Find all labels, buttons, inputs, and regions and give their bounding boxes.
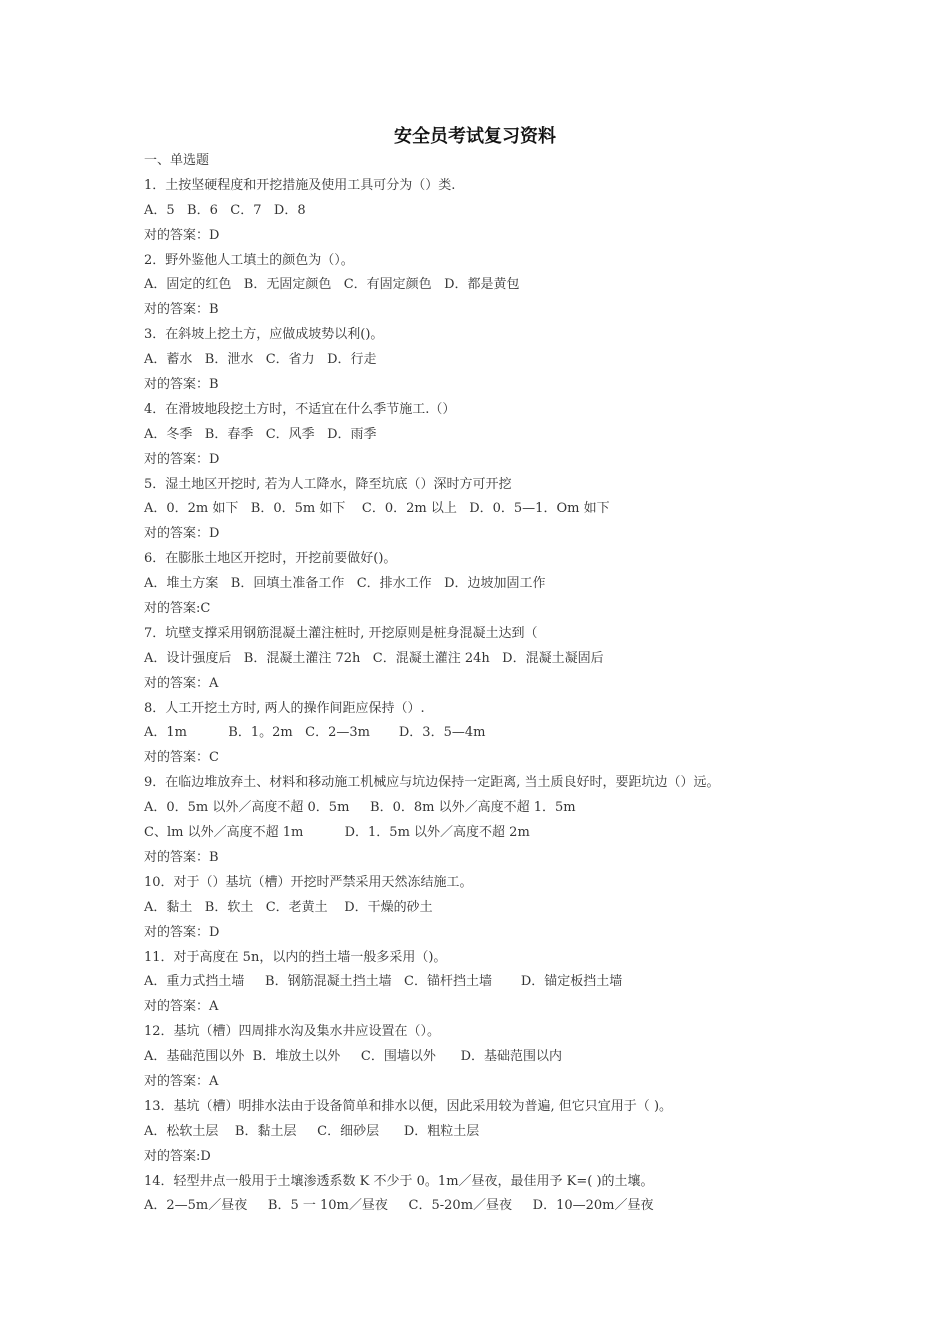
answer-line: 对的答案:C: [144, 601, 211, 617]
options-line: A．冬季 B．春季 C．风季 D．雨季: [144, 426, 377, 442]
options-line: A．堆土方案 B．回填土准备工作 C．排水工作 D．边坡加固工作: [144, 576, 546, 592]
question-line: 1．土按坚硬程度和开挖措施及使用工具可分为（）类.: [144, 177, 456, 193]
question-line: 4．在滑坡地段挖土方时，不适宜在什么季节施工.（）: [144, 401, 456, 417]
question-line: 8．人工开挖土方时, 两人的操作间距应保持（）.: [144, 700, 425, 716]
answer-line: 对的答案:D: [144, 1148, 211, 1164]
document-title: 安全员考试复习资料: [394, 126, 556, 147]
answer-line: 对的答案：D: [144, 451, 220, 467]
answer-line: 对的答案：B: [144, 377, 219, 393]
question-line: 2．野外鉴他人工填土的颜色为（）。: [144, 252, 354, 268]
options-line: A．2—5m／昼夜 B．5 一 10m／昼夜 C．5-20m／昼夜 D．10—20m／昼夜: [144, 1198, 654, 1214]
options-line: A．1m B．1。2m C．2—3m D．3．5—4m: [144, 725, 486, 741]
answer-line: 对的答案：A: [144, 675, 219, 691]
options-line: A．0．2m 如下 B．0．5m 如下 C．0．2m 以上 D．0．5—1．Om 如下: [144, 501, 610, 517]
question-line: 13．基坑（槽）明排水法由于设备简单和排水以便，因此采用较为普遍, 但它只宜用于（ )。: [144, 1098, 673, 1114]
answer-line: 对的答案：C: [144, 750, 219, 766]
question-line: 11．对于高度在 5n，以内的挡土墙一般多采用（)。: [144, 949, 447, 965]
section-heading: 一、单选题: [144, 153, 210, 168]
answer-line: 对的答案：B: [144, 302, 219, 318]
answer-line: 对的答案：D: [144, 227, 220, 243]
question-line: 9．在临边堆放弃土、材料和移动施工机械应与坑边保持一定距离, 当土质良好时，要距坑边（）远。: [144, 775, 720, 791]
options-line: C、lm 以外／高度不超 1m D．1．5m 以外／高度不超 2m: [144, 825, 530, 841]
question-line: 7．坑壁支撑采用钢筋混凝土灌注桩时, 开挖原则是桩身混凝土达到（: [144, 625, 538, 641]
document-body: [144, 149, 824, 1219]
options-line: A．5 B．6 C．7 D．8: [144, 202, 306, 218]
options-line: A．0．5m 以外／高度不超 0．5m B．0．8m 以外／高度不超 1．5m: [144, 800, 576, 816]
answer-line: 对的答案：A: [144, 1073, 219, 1089]
options-line: A．基础范围以外 B．堆放土以外 C．围墙以外 D．基础范围以内: [144, 1049, 563, 1065]
question-line: 3．在斜坡上挖土方，应做成坡势以利()。: [144, 327, 384, 343]
question-line: 12．基坑（槽）四周排水沟及集水井应设置在（）。: [144, 1024, 441, 1040]
question-line: 5．湿土地区开挖时, 若为人工降水，降至坑底（）深时方可开挖: [144, 476, 512, 492]
question-line: 6．在膨胀土地区开挖时，开挖前要做好()。: [144, 551, 397, 567]
options-line: A．黏土 B．软土 C．老黄土 D．干燥的砂土: [144, 899, 433, 915]
answer-line: 对的答案：D: [144, 924, 220, 940]
options-line: A．固定的红色 B．无固定颜色 C．有固定颜色 D．都是黄包: [144, 277, 520, 293]
answer-line: 对的答案：A: [144, 999, 219, 1015]
question-line: 10．对于（）基坑（槽）开挖时严禁采用天然冻结施工。: [144, 874, 473, 890]
options-line: A．松软土层 B．黏土层 C．细砂层 D．粗粒土层: [144, 1123, 480, 1139]
options-line: A．重力式挡土墙 B．钢筋混凝土挡土墙 C．锚杆挡土墙 D．锚定板挡土墙: [144, 974, 623, 990]
options-line: A．蓄水 B．泄水 C．省力 D．行走: [144, 352, 377, 368]
question-line: 14．轻型井点一般用于土壤渗透系数 K 不少于 0。1m／昼夜，最佳用予 K=( )的土壤。: [144, 1173, 654, 1189]
answer-line: 对的答案：B: [144, 849, 219, 865]
options-line: A．设计强度后 B．混凝土灌注 72h C．混凝土灌注 24h D．混凝土凝固后: [144, 650, 604, 666]
answer-line: 对的答案：D: [144, 526, 220, 542]
